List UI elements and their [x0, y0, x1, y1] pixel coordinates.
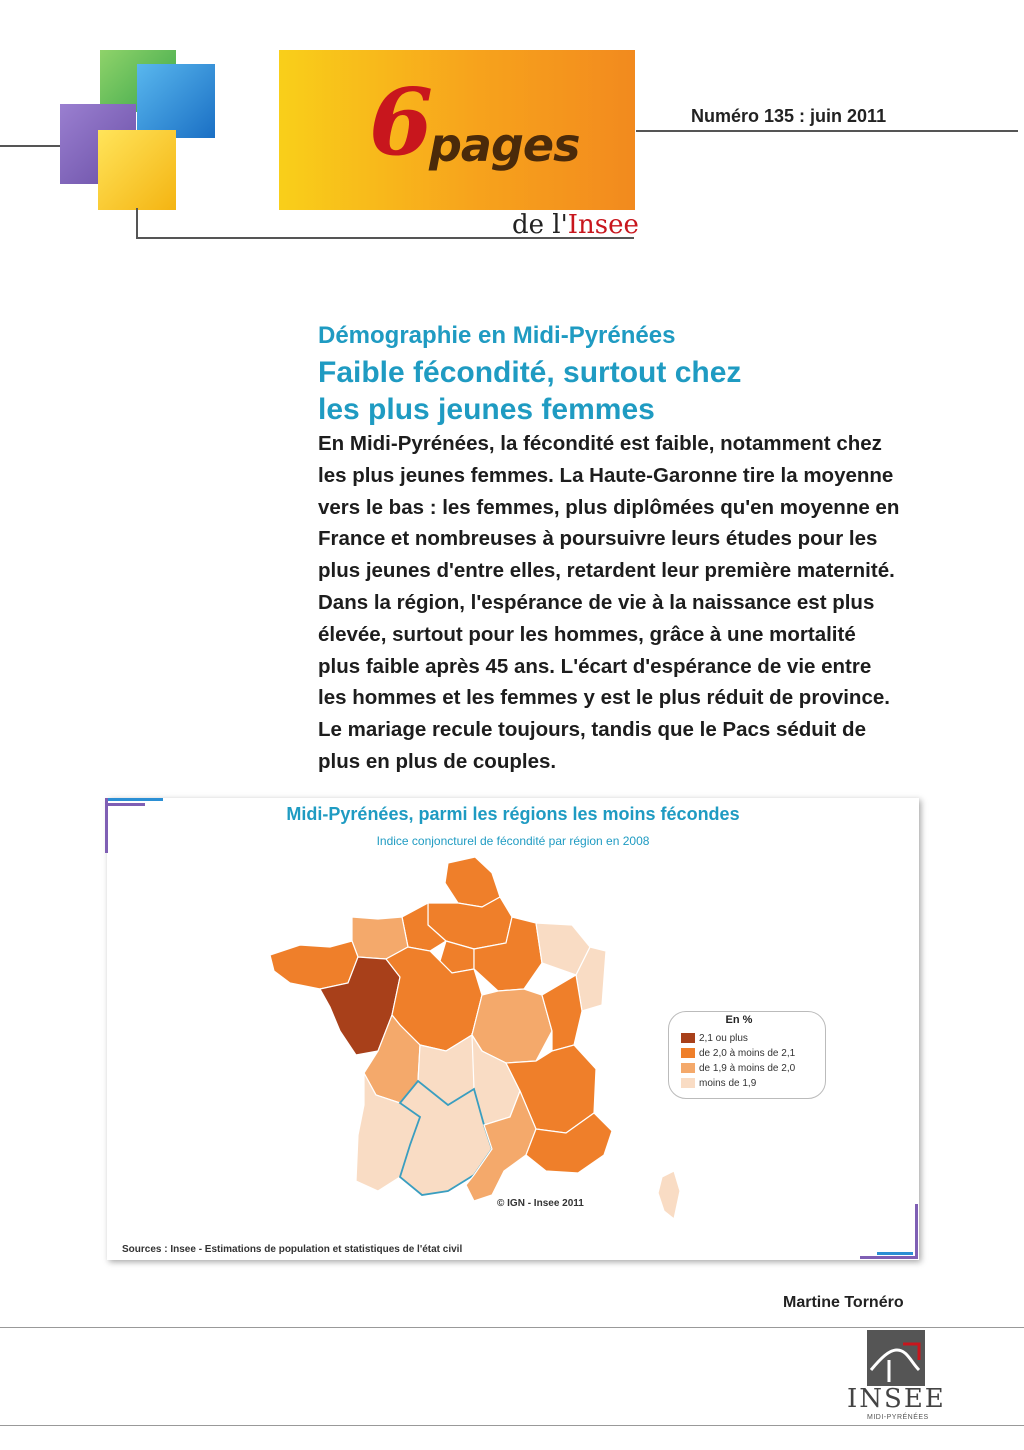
figure-source: Sources : Insee - Estimations de population et statistiques de l'état civil: [122, 1244, 463, 1255]
logo-banner: [279, 50, 635, 210]
legend-swatch: [681, 1063, 695, 1073]
header-rule-left: [0, 145, 62, 147]
region-corse: [658, 1171, 680, 1219]
lead-line: plus en plus de couples.: [318, 749, 557, 773]
article-title-line-1: Faible fécondité, surtout chez: [318, 356, 742, 389]
lead-line: les plus jeunes femmes. La Haute-Garonne tire la moyenne: [318, 463, 894, 487]
logo-word: pages: [429, 118, 580, 172]
legend-label: 2,1 ou plus: [699, 1033, 748, 1044]
legend-item: [681, 1077, 756, 1091]
legend-item: [681, 1047, 795, 1061]
legend-item: [681, 1032, 748, 1046]
logo-subtitle: [512, 210, 639, 240]
legend-label: de 2,0 à moins de 2,1: [699, 1048, 796, 1059]
logo-number: 6: [369, 68, 434, 176]
insee-logo-subtitle: MIDI-PYRÉNÉES: [867, 1414, 929, 1421]
lead-line: les hommes et les femmes y est le plus réduit de province.: [318, 686, 890, 710]
france-fertility-map: [260, 855, 700, 1235]
header-rule-right: [636, 130, 1018, 132]
insee-logo-mark: [867, 1330, 925, 1386]
legend-swatch: [681, 1033, 695, 1043]
figure-title: Midi-Pyrénées, parmi les régions les moins fécondes: [286, 804, 740, 824]
logo-rule-vertical: [136, 208, 138, 239]
map-legend: [668, 1011, 826, 1099]
lead-line: élevée, surtout pour les hommes, grâce à une mortalité: [318, 622, 856, 646]
footer-rule-top: [0, 1327, 1024, 1328]
logo-subtitle-prefix: de l': [512, 210, 568, 240]
article-title-line-2: les plus jeunes femmes: [318, 393, 655, 426]
figure-corner-bottom-right: [860, 1204, 918, 1259]
legend-swatch: [681, 1048, 695, 1058]
footer-rule-bottom: [0, 1425, 1024, 1426]
issue-number: Numéro 135 : juin 2011: [691, 106, 887, 126]
lead-line: En Midi-Pyrénées, la fécondité est faible, notamment chez: [318, 432, 882, 455]
lead-line: France et nombreuses à poursuivre leurs études pour les: [318, 527, 878, 551]
logo-subtitle-brand: Insee: [567, 210, 639, 240]
lead-line: plus faible après 45 ans. L'écart d'espérance de vie entre: [318, 654, 872, 678]
logo-square-blue: [137, 64, 215, 138]
lead-line: plus jeunes d'entre elles, retardent leur première maternité.: [318, 559, 895, 583]
lead-line: Le mariage recule toujours, tandis que le Pacs séduit de: [318, 718, 866, 742]
lead-line: vers le bas : les femmes, plus diplômées qu'en moyenne en: [318, 495, 900, 519]
article-lead: [318, 428, 958, 778]
legend-item: [681, 1062, 795, 1076]
article-title: [318, 354, 741, 428]
logo-square-yellow: [98, 130, 176, 210]
legend-label: moins de 1,9: [699, 1078, 757, 1089]
region-nord: [445, 857, 500, 907]
legend-title: En %: [725, 1014, 753, 1026]
lead-line: Dans la région, l'espérance de vie à la naissance est plus: [318, 590, 875, 614]
insee-logo: [845, 1330, 946, 1422]
article-kicker: Démographie en Midi-Pyrénées: [318, 322, 676, 349]
figure-subtitle: Indice conjoncturel de fécondité par région en 2008: [376, 834, 650, 848]
legend-swatch: [681, 1078, 695, 1088]
map-copyright: © IGN - Insee 2011: [497, 1198, 584, 1209]
region-bretagne: [270, 941, 358, 989]
legend-label: de 1,9 à moins de 2,0: [699, 1063, 796, 1074]
insee-logo-text: INSEE: [847, 1384, 946, 1414]
author: Martine Tornéro: [783, 1294, 904, 1311]
